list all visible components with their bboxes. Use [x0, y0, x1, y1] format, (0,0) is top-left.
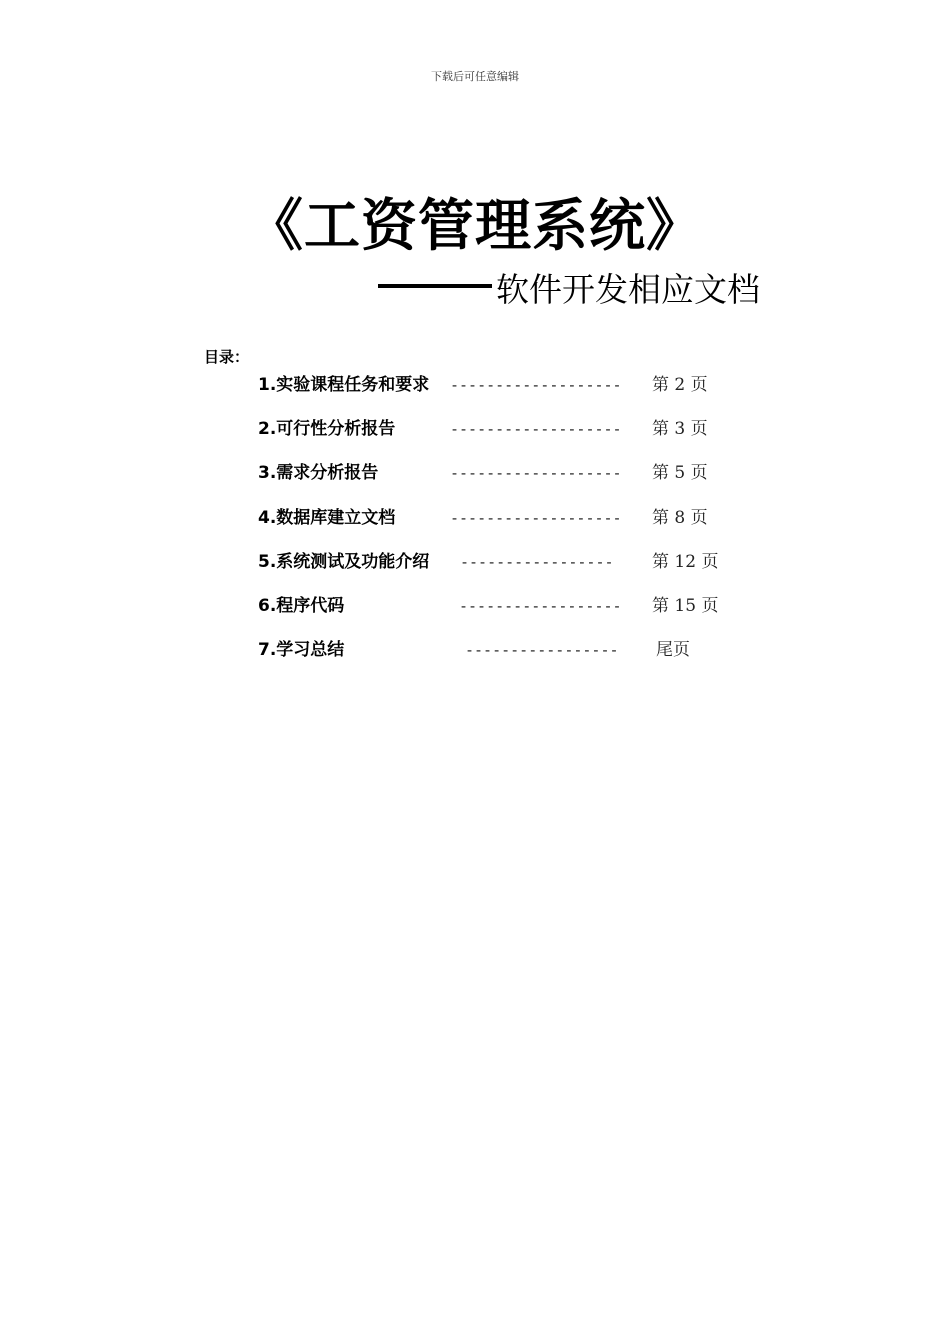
- table-of-contents: [258, 370, 738, 679]
- toc-item-title: 2.可行性分析报告: [258, 419, 396, 440]
- toc-item: [258, 370, 738, 414]
- toc-item-leader: -------------------: [450, 508, 622, 527]
- toc-item: [258, 635, 738, 679]
- toc-item-title: 5.系统测试及功能介绍: [258, 551, 430, 572]
- toc-item-leader: -------------------: [450, 420, 622, 439]
- toc-item-page: 第 15 页: [652, 595, 719, 616]
- toc-label: 目录：: [204, 348, 250, 366]
- header-note: 下载后可任意编辑: [431, 70, 519, 83]
- toc-item: [258, 414, 738, 458]
- toc-item-leader: -------------------: [450, 376, 622, 394]
- toc-item-page: 第 3 页: [652, 419, 708, 440]
- toc-item-title: 1.实验课程任务和要求: [258, 375, 430, 395]
- toc-item-page: 第 8 页: [652, 507, 708, 528]
- toc-item-page: 尾页: [656, 640, 690, 661]
- toc-item-leader: ------------------: [459, 596, 622, 615]
- toc-item: [258, 503, 738, 547]
- toc-item-title: 4.数据库建立文档: [258, 507, 396, 528]
- toc-item: [258, 547, 738, 591]
- toc-item-page: 第 5 页: [652, 463, 708, 484]
- subtitle-dash: [378, 284, 492, 288]
- document-subtitle: 软件开发相应文档: [496, 270, 760, 309]
- toc-item-title: 6.程序代码: [258, 595, 345, 616]
- toc-item: [258, 458, 738, 502]
- document-title: 《工资管理系统》: [247, 194, 703, 259]
- toc-item-title: 3.需求分析报告: [258, 463, 379, 484]
- toc-item-leader: -------------------: [450, 464, 622, 483]
- toc-item-leader: -----------------: [460, 552, 614, 571]
- subtitle-row: [378, 270, 760, 310]
- toc-item: [258, 591, 738, 635]
- toc-item-page: 第 12 页: [652, 551, 719, 572]
- toc-item-page: 第 2 页: [652, 375, 708, 395]
- toc-item-title: 7.学习总结: [258, 640, 345, 661]
- toc-item-leader: -----------------: [465, 641, 619, 660]
